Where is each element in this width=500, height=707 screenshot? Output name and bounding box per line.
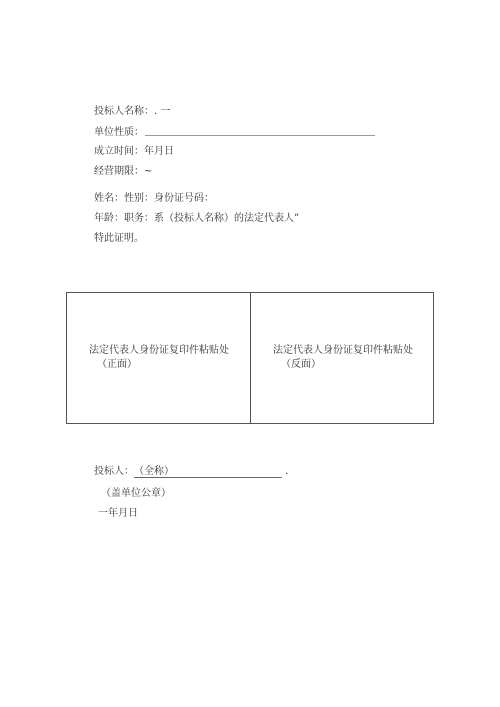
- unit-nature-label: 单位性质：: [94, 127, 144, 138]
- date-line: 一年月日: [98, 508, 138, 519]
- id-front-label: 法定代表人身份证复印件粘贴处: [89, 345, 229, 356]
- signature-fullname: （全称）: [134, 466, 282, 478]
- unit-nature-blank: [145, 135, 375, 136]
- id-front-area: [89, 344, 229, 372]
- signature-label: 投标人：: [94, 466, 134, 477]
- name-gender-id-line: 姓名：性别：身份证号码：: [94, 193, 214, 204]
- id-card-box-divider: [250, 292, 251, 424]
- established-line: 成立时间：年月日: [94, 146, 174, 157]
- id-back-label: 法定代表人身份证复印件粘贴处: [273, 345, 413, 356]
- id-back-side: （反面）: [281, 359, 321, 370]
- id-back-area: [273, 344, 413, 372]
- id-front-side: （正面）: [97, 359, 137, 370]
- signature-end: .: [285, 466, 289, 477]
- signature-line: [94, 466, 288, 478]
- bidder-name-line: 投标人名称：. 一: [94, 106, 171, 117]
- age-position-line: 年龄：职务：系（投标人名称）的法定代表人”: [94, 213, 300, 224]
- certify-line: 特此证明。: [94, 233, 144, 244]
- seal-line: （盖单位公章）: [101, 488, 171, 499]
- business-term-line: 经营期限：~: [94, 166, 153, 177]
